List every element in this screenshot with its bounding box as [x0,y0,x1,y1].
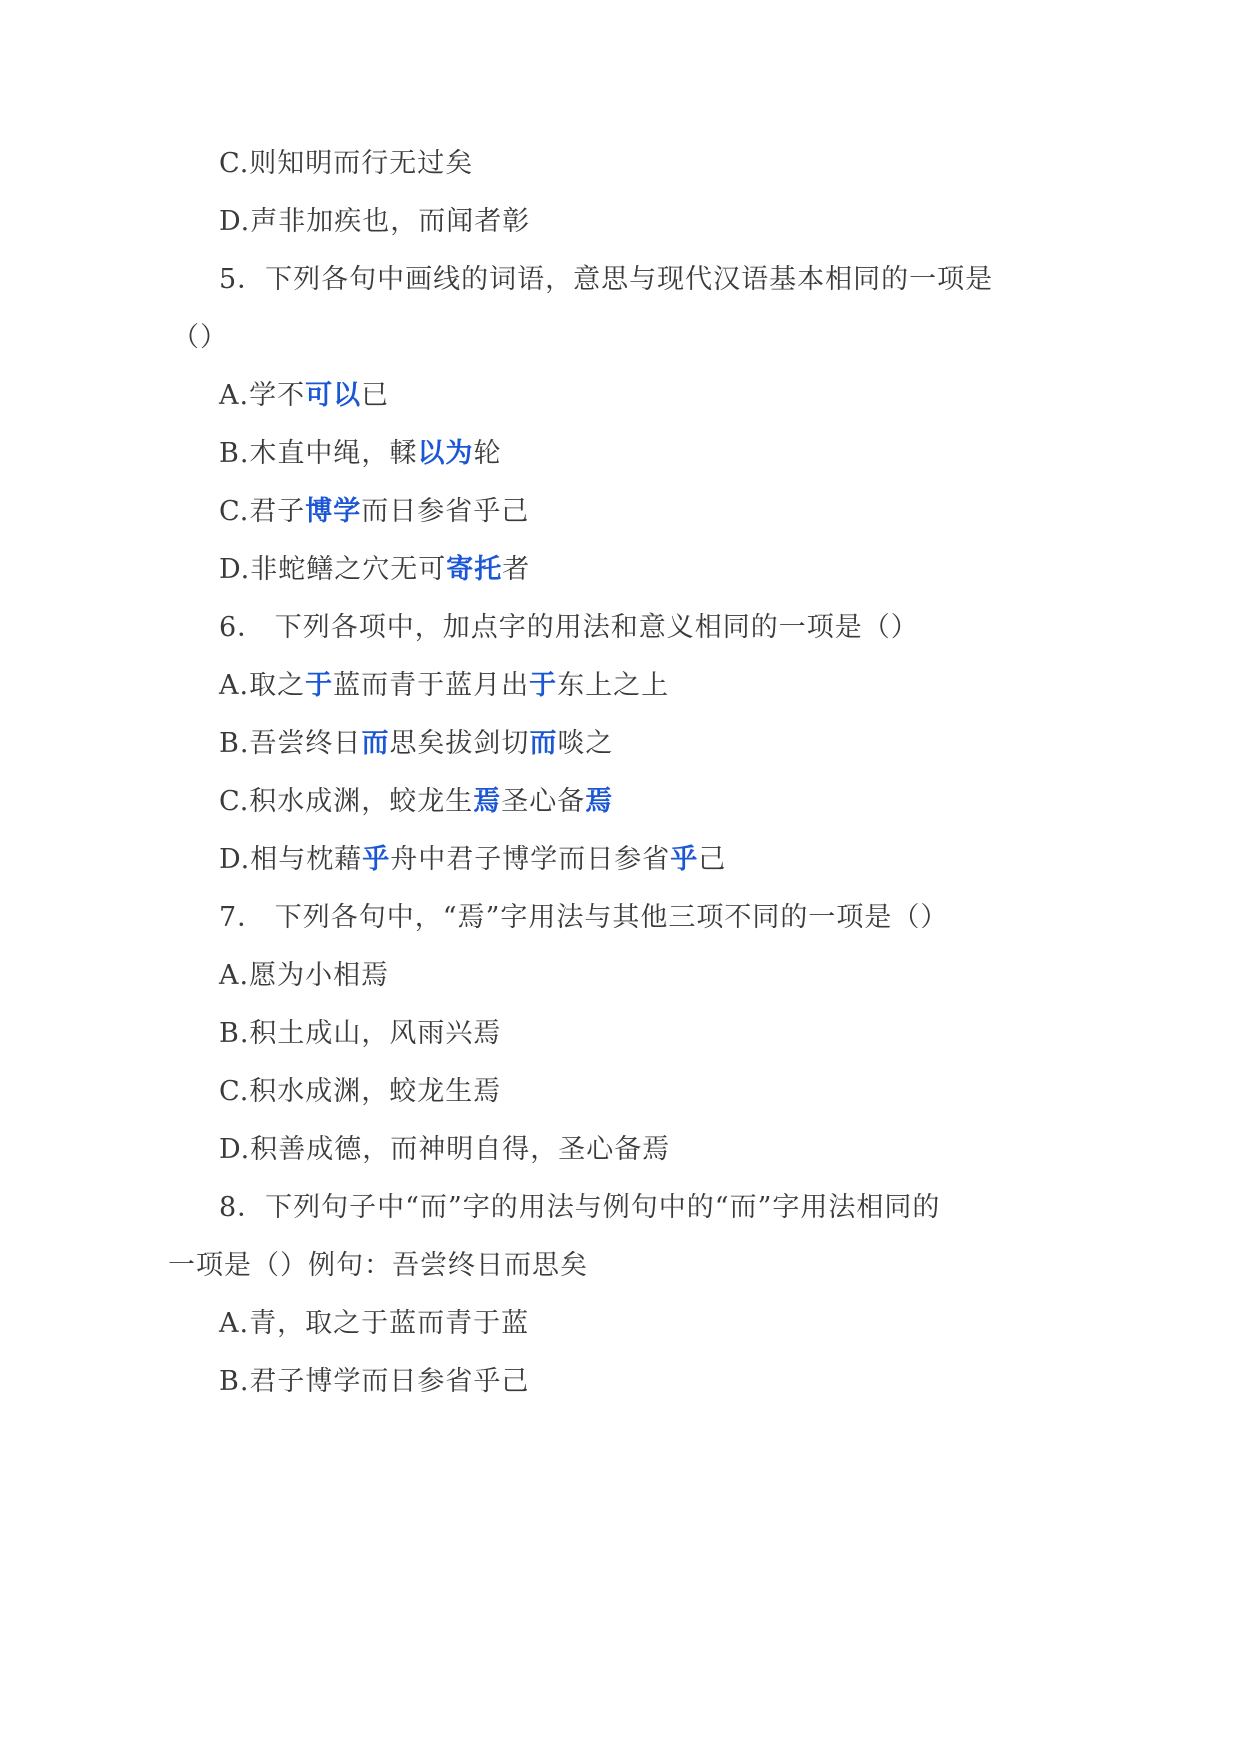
text-segment: 已 [361,380,390,411]
text-segment: C.君子 [219,496,306,527]
text-segment: D.相与枕藉 [219,844,363,875]
highlighted-word: 焉 [585,786,614,817]
q8-option-a [219,1306,529,1342]
q5-stem-line-2 [172,320,228,356]
q7-option-b [219,1016,501,1052]
q7-option-c [219,1074,501,1110]
highlighted-word: 以为 [417,438,474,469]
q5-option-b [219,436,501,472]
q7-option-a [219,958,389,994]
text-segment: 6． 下列各项中，加点字的用法和意义相同的一项是（） [219,612,919,643]
text-segment: 东上之上 [557,670,670,701]
text-segment: 轮 [473,438,502,469]
text-segment: 8．下列句子中“而”字的用法与例句中的“而”字用法相同的 [219,1192,941,1223]
text-segment: D.积善成德，而神明自得，圣心备焉 [219,1134,671,1165]
text-segment: 一项是（）例句：吾尝终日而思矣 [168,1250,588,1281]
text-segment: 圣心备 [501,786,586,817]
text-segment: B.木直中绳，輮 [219,438,418,469]
text-segment: 舟中君子博学而日参省 [390,844,671,875]
q7-stem [219,900,948,936]
highlighted-word: 可以 [305,380,362,411]
q8-stem-line-1 [219,1190,940,1226]
text-segment: B.君子博学而日参省乎己 [219,1366,530,1397]
highlighted-word: 乎 [362,844,391,875]
highlighted-word: 于 [305,670,334,701]
q4-option-d [219,204,530,240]
highlighted-word: 焉 [473,786,502,817]
text-segment: A.愿为小相焉 [219,960,390,991]
text-segment: 啖之 [557,728,614,759]
text-segment: A.青，取之于蓝而青于蓝 [219,1308,530,1339]
text-segment: （） [172,322,228,353]
q6-option-d [219,842,726,878]
text-segment: 蓝而青于蓝月出 [333,670,530,701]
text-segment: 7． 下列各句中，“焉”字用法与其他三项不同的一项是（） [219,902,949,933]
text-segment: D.声非加疾也，而闻者彰 [219,206,531,237]
text-segment: 己 [698,844,727,875]
q7-option-d [219,1132,670,1168]
q8-option-b [219,1364,529,1400]
q5-option-d [219,552,530,588]
text-segment: C.积水成渊，蛟龙生焉 [219,1076,502,1107]
text-segment: 者 [502,554,531,585]
text-segment: A.取之 [219,670,306,701]
highlighted-word: 寄托 [446,554,503,585]
highlighted-word: 博学 [305,496,362,527]
highlighted-word: 乎 [670,844,699,875]
text-segment: C.则知明而行无过矣 [219,148,474,179]
text-segment: 思矣拔剑切 [389,728,530,759]
text-segment: C.积水成渊，蛟龙生 [219,786,474,817]
q5-option-a [219,378,389,414]
q8-stem-line-2 [168,1248,588,1284]
highlighted-word: 于 [529,670,558,701]
text-segment: B.积土成山，风雨兴焉 [219,1018,502,1049]
highlighted-word: 而 [361,728,390,759]
text-segment: D.非蛇鳝之穴无可 [219,554,447,585]
text-segment: A.学不 [219,380,306,411]
text-segment: 而日参省乎己 [361,496,530,527]
text-segment: B.吾尝终日 [219,728,362,759]
q6-stem [219,610,919,646]
q5-option-c [219,494,529,530]
q5-stem-line-1 [219,262,993,298]
q6-option-b [219,726,613,762]
q6-option-a [219,668,669,704]
highlighted-word: 而 [529,728,558,759]
text-segment: 5．下列各句中画线的词语，意思与现代汉语基本相同的一项是 [219,264,994,295]
q6-option-c [219,784,613,820]
q4-option-c [219,146,473,182]
